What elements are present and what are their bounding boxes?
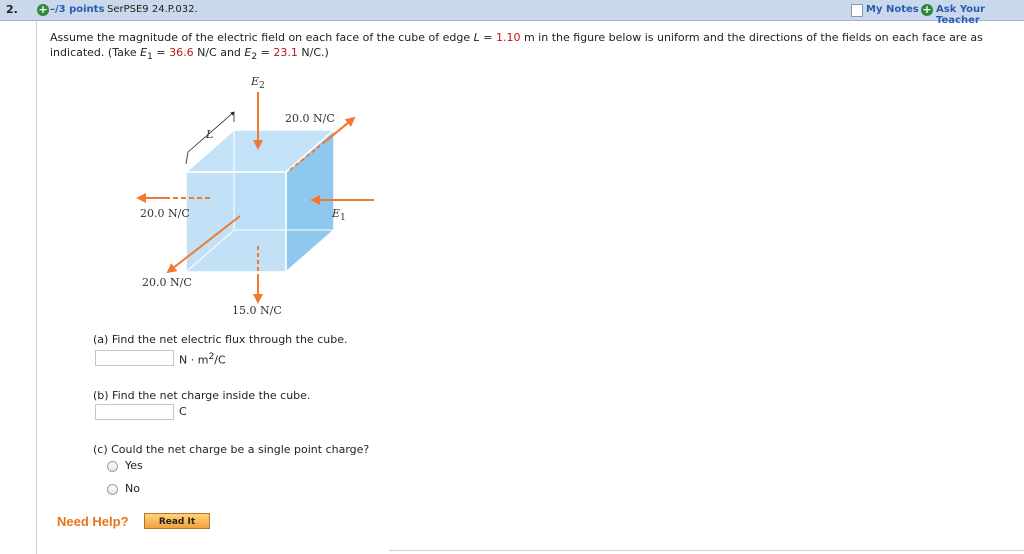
L-value: 1.10 [495, 31, 521, 44]
cube-figure [130, 70, 390, 320]
question-number: 2. [6, 3, 18, 16]
L-label: L [206, 128, 214, 141]
part-a-unit: $N \cdot m^2/C$ [179, 351, 226, 367]
left-field-label: 20.0 N/C [140, 207, 190, 220]
bottom-divider [389, 550, 1024, 551]
bottom-field-label: 15.0 N/C [232, 304, 282, 317]
part-b-question: (b) Find the net charge inside the cube. [93, 389, 311, 402]
question-id: SerPSE9 24.P.032. [107, 4, 198, 15]
E2-label: $E_2$ [251, 75, 265, 92]
part-b-answer-input[interactable] [95, 404, 174, 420]
part-c-question: (c) Could the net charge be a single point charge? [93, 443, 370, 456]
radio-no[interactable] [107, 484, 118, 495]
my-notes-link[interactable]: My Notes [866, 4, 919, 15]
ask-your-teacher-link[interactable]: Ask Your Teacher [936, 4, 986, 26]
points-label: –/3 points [50, 4, 105, 15]
top-right-field-label: 20.0 N/C [285, 112, 335, 125]
cube-front-face [186, 172, 286, 272]
radio-no-label[interactable]: No [125, 482, 140, 495]
read-it-button[interactable]: Read It [144, 513, 210, 529]
part-a-question: (a) Find the net electric flux through the cube. [93, 333, 348, 346]
notes-icon[interactable] [851, 4, 863, 17]
left-divider [36, 21, 37, 554]
front-field-label: 20.0 N/C [142, 276, 192, 289]
part-b-unit: C [179, 405, 187, 418]
need-help-label: Need Help? [57, 514, 129, 529]
radio-yes[interactable] [107, 461, 118, 472]
question-header-bar [0, 0, 1024, 26]
E1-label: $E_1$ [332, 207, 346, 224]
part-a-answer-input[interactable] [95, 350, 174, 366]
ask-teacher-plus-icon[interactable]: + [922, 3, 932, 16]
question-text: Assume the magnitude of the electric field on each face of the cube of edge L = 1.10 m in the figure below is uniform and the directions of the fields on each face are as indicated. (Take $E_1 = 36.6$ N/C and $E_2 = 23.1$ N/C.) [50, 31, 983, 63]
E1-value: 36.6 [169, 46, 194, 59]
E2-value: 23.1 [273, 46, 298, 59]
expand-plus-icon[interactable]: + [38, 3, 48, 16]
radio-yes-label[interactable]: Yes [125, 459, 143, 472]
L-symbol: L [473, 31, 480, 44]
